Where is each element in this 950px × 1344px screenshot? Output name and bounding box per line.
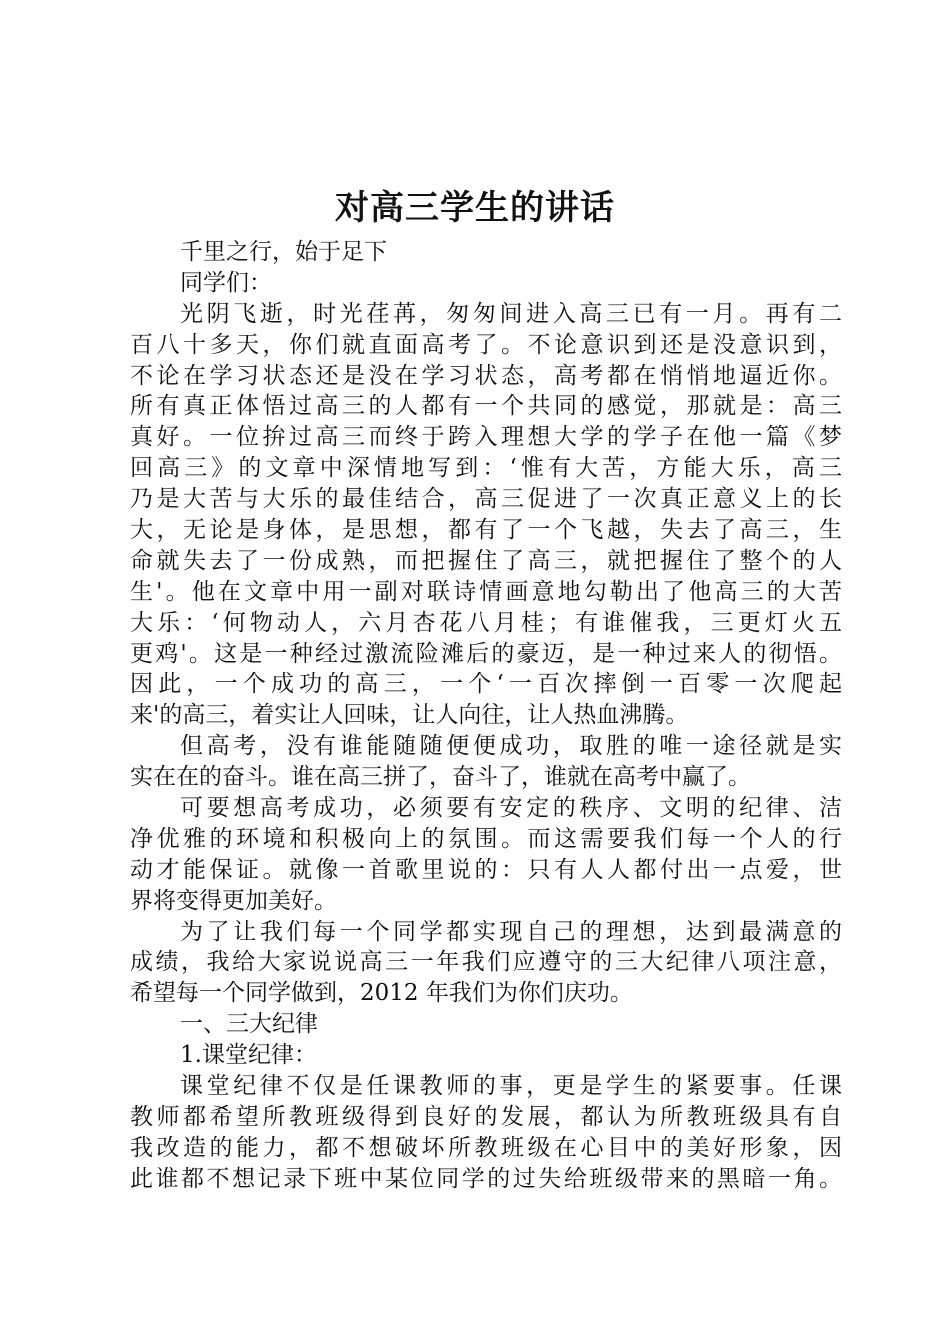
text-line: 因此，一个成功的高三，一个‘一百次摔倒一百零一次爬起 [130,671,842,698]
document-body [130,237,842,1195]
text-line: 光阴飞逝，时光荏苒，匆匆间进入高三已有一月。再有二 [180,300,842,327]
text-line: 动才能保证。就像一首歌里说的：只有人人都付出一点爱，世 [130,856,842,883]
text-line: 可要想高考成功，必须要有安定的秩序、文明的纪律、洁 [180,795,842,822]
text-line: 但高考，没有谁能随随便便成功，取胜的唯一途径就是实 [180,733,842,760]
text-line: 大乐：‘何物动人，六月杏花八月桂；有谁催我，三更灯火五 [130,609,842,636]
text-line: 来'的高三，着实让人回味，让人向往，让人热血沸腾。 [130,702,689,729]
document-title: 对高三学生的讲话 [335,188,615,228]
text-line: 教师都希望所教班级得到良好的发展，都认为所教班级具有自 [130,1103,842,1130]
text-line: 希望每一个同学做到，2012 年我们为你们庆功。 [130,980,633,1007]
text-line: 大，无论是身体，是思想，都有了一个飞越，失去了高三，生 [130,517,842,544]
text-line: 一、三大纪律 [180,1011,318,1038]
text-line: 我改造的能力，都不想破坏所教班级在心目中的美好形象，因 [130,1134,842,1161]
text-line: 不论在学习状态还是没在学习状态，高考都在悄悄地逼近你。 [130,362,842,389]
text-line: 回高三》的文章中深情地写到：‘惟有大苦，方能大乐，高三 [130,455,842,482]
text-line: 为了让我们每一个同学都实现自己的理想，达到最满意的 [180,918,842,945]
text-line: 1.课堂纪律： [180,1042,317,1069]
text-line: 净优雅的环境和积极向上的氛围。而这需要我们每一个人的行 [130,825,842,852]
text-line: 命就失去了一份成熟，而把握住了高三，就把握住了整个的人 [130,547,842,574]
text-line: 同学们： [180,269,272,296]
text-line: 实在在的奋斗。谁在高三拼了，奋斗了，谁就在高考中赢了。 [130,764,751,791]
text-line: 所有真正体悟过高三的人都有一个共同的感觉，那就是：高三 [130,393,842,420]
text-line: 更鸡'。这是一种经过激流险滩后的豪迈，是一种过来人的彻悟。 [130,640,842,667]
text-line: 百八十多天，你们就直面高考了。不论意识到还是没意识到， [130,331,842,358]
text-line: 此谁都不想记录下班中某位同学的过失给班级带来的黑暗一角。 [130,1165,842,1192]
text-line: 生'。他在文章中用一副对联诗情画意地勾勒出了他高三的大苦 [130,578,842,605]
text-line: 乃是大苦与大乐的最佳结合，高三促进了一次真正意义上的长 [130,486,842,513]
text-line: 真好。一位拚过高三而终于跨入理想大学的学子在他一篇《梦 [130,424,842,451]
text-line: 成绩，我给大家说说高三一年我们应遵守的三大纪律八项注意， [130,949,842,976]
text-line: 课堂纪律不仅是任课教师的事，更是学生的紧要事。任课 [180,1073,842,1100]
text-line: 界将变得更加美好。 [130,887,337,914]
text-line: 千里之行，始于足下 [180,239,387,265]
